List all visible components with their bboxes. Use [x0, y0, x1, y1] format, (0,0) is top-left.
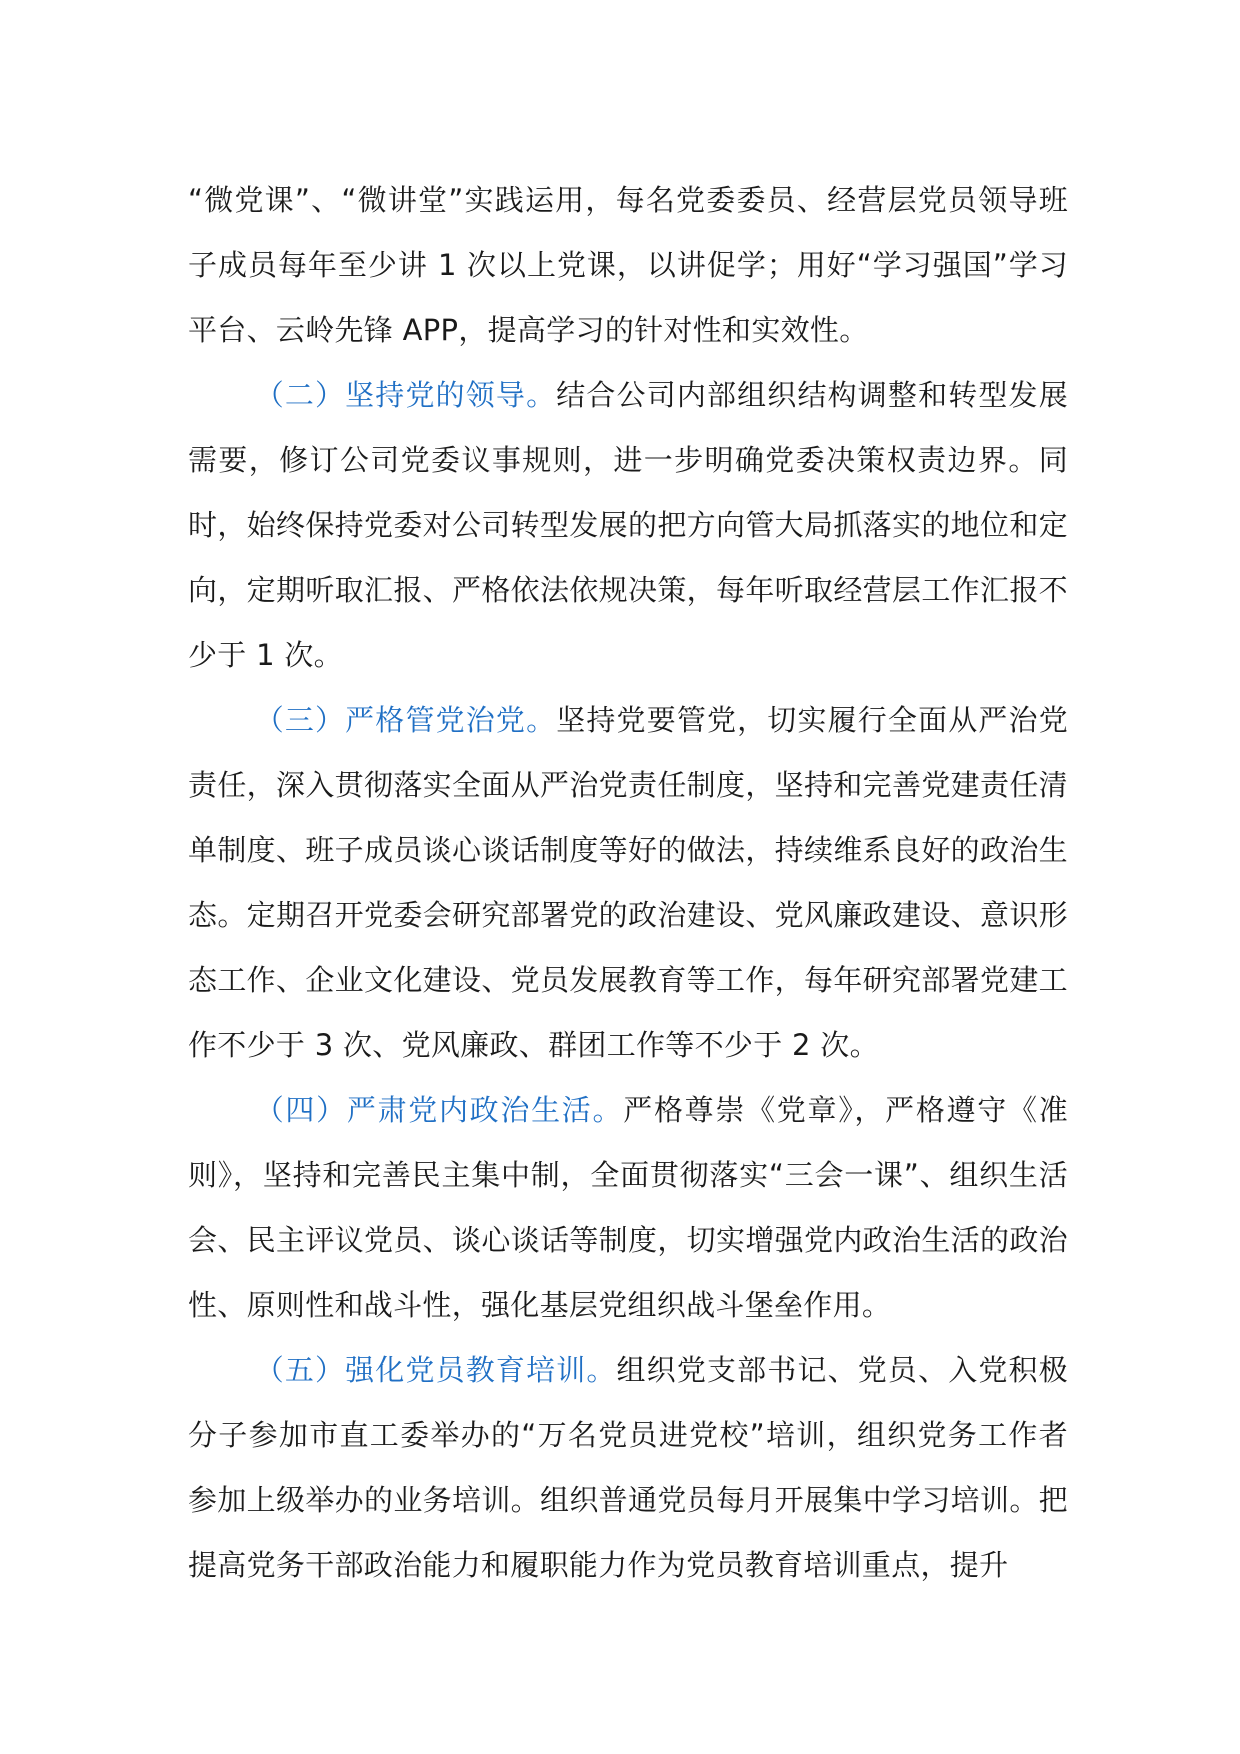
- paragraph-2: [188, 363, 1068, 688]
- paragraph-2-text: 结合公司内部组织结构调整和转型发展需要，修订公司党委议事规则，进一步明确党委决策权责边界。同时，始终保持党委对公司转型发展的把方向管大局抓落实的地位和定向，定期听取汇报、严格依法依规决策，每年听取经营层工作汇报不少于 1 次。: [188, 378, 1068, 672]
- section-heading-4: （四）严肃党内政治生活。: [254, 1093, 624, 1127]
- paragraph-4-text: 严格尊崇《党章》，严格遵守《准则》，坚持和完善民主集中制，全面贯彻落实“三会一课”、组织生活会、民主评议党员、谈心谈话等制度，切实增强党内政治生活的政治性、原则性和战斗性，强化基层党组织战斗堡垒作用。: [188, 1093, 1068, 1322]
- paragraph-5-text: 组织党支部书记、党员、入党积极分子参加市直工委举办的“万名党员进党校”培训，组织党务工作者参加上级举办的业务培训。组织普通党员每月开展集中学习培训。把提高党务干部政治能力和履职能力作为党员教育培训重点，提升: [188, 1353, 1068, 1582]
- paragraph-5: [188, 1338, 1068, 1598]
- section-heading-2: （二）坚持党的领导。: [254, 378, 557, 412]
- paragraph-4: [188, 1078, 1068, 1338]
- section-heading-3: （三）严格管党治党。: [254, 703, 557, 737]
- section-heading-5: （五）强化党员教育培训。: [254, 1353, 617, 1387]
- paragraph-1-text: “微党课”、“微讲堂”实践运用，每名党委委员、经营层党员领导班子成员每年至少讲 1 次以上党课，以讲促学；用好“学习强国”学习平台、云岭先锋 APP，提高学习的针对性和实效性。: [188, 183, 1068, 347]
- paragraph-3-text: 坚持党要管党，切实履行全面从严治党责任，深入贯彻落实全面从严治党责任制度，坚持和完善党建责任清单制度、班子成员谈心谈话制度等好的做法，持续维系良好的政治生态。定期召开党委会研究部署党的政治建设、党风廉政建设、意识形态工作、企业文化建设、党员发展教育等工作，每年研究部署党建工作不少于 3 次、党风廉政、群团工作等不少于 2 次。: [188, 703, 1068, 1062]
- paragraph-1: [188, 168, 1068, 363]
- paragraph-3: [188, 688, 1068, 1078]
- document-body: [188, 168, 1068, 1598]
